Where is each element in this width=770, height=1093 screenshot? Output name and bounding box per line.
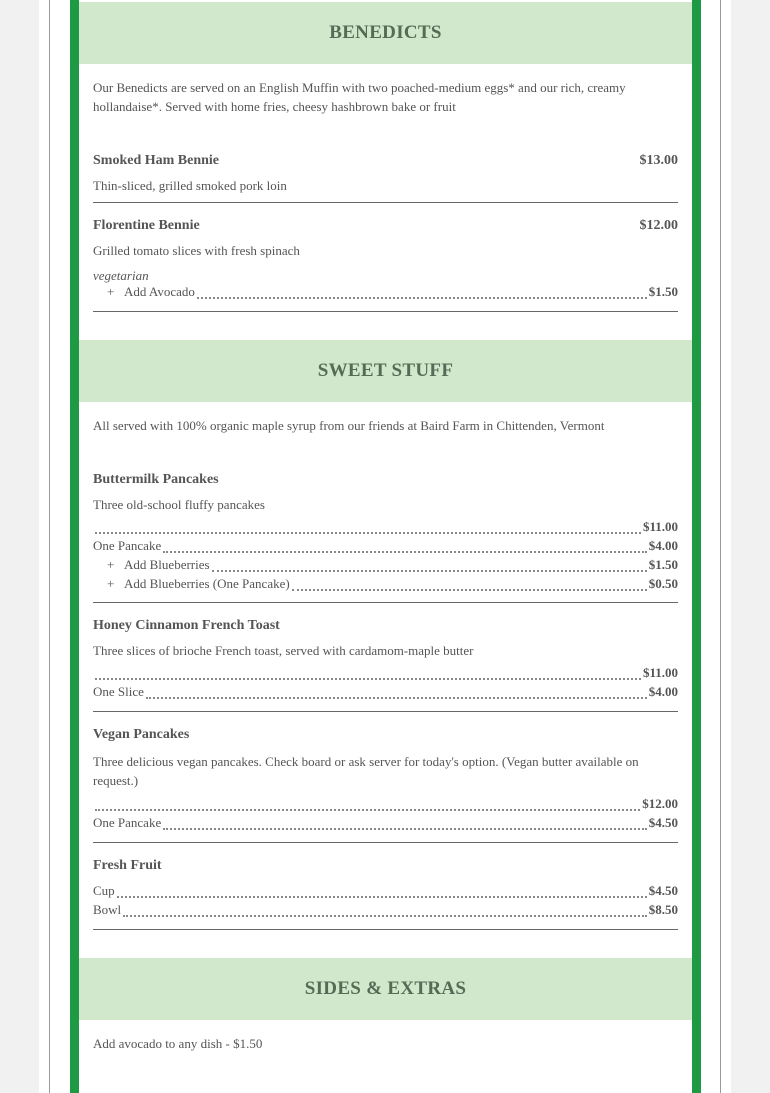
page (39, 0, 731, 1093)
section-title-sweet-stuff: SWEET STUFF (79, 340, 692, 402)
menu-item (93, 153, 678, 203)
row-price: $12.00 (642, 796, 678, 811)
addon-label: Add Avocado (124, 284, 195, 299)
dot-leader (117, 890, 647, 898)
menu-item (93, 858, 678, 930)
addon-label: Add Blueberries (124, 557, 210, 572)
row-price: $4.00 (648, 538, 678, 553)
item-name: Buttermilk Pancakes (93, 472, 219, 487)
row-label: Bowl (93, 902, 122, 917)
item-price: $12.00 (639, 218, 678, 233)
menu-item (93, 218, 678, 312)
price-row (93, 665, 678, 684)
menu-item (93, 727, 678, 843)
section-intro-sides-extras: Add avocado to any dish - $1.50 (93, 1036, 263, 1051)
section-title-sides-extras: SIDES & EXTRAS (79, 958, 692, 1020)
addon-price: $0.50 (648, 576, 678, 591)
row-label: Cup (93, 883, 115, 898)
item-description: Thin-sliced, grilled smoked pork loin (93, 178, 287, 193)
price-row (93, 684, 678, 703)
row-price: $8.50 (648, 902, 678, 917)
row-label: One Slice (93, 684, 144, 699)
menu-item (93, 472, 678, 603)
addon-price: $1.50 (648, 284, 678, 299)
row-label: One Pancake (93, 815, 162, 830)
price-row (93, 796, 678, 815)
addon-row (93, 284, 678, 303)
item-price: $13.00 (639, 153, 678, 168)
row-price: $4.00 (648, 684, 678, 699)
menu-item (93, 618, 678, 712)
item-description: Three slices of brioche French toast, served with cardamom-maple butter (93, 643, 474, 658)
addon-row (93, 557, 678, 576)
diet-tag: vegetarian (93, 268, 149, 283)
dot-leader (292, 583, 647, 591)
item-name: Florentine Bennie (93, 218, 200, 233)
menu (70, 0, 701, 1093)
dot-leader (163, 545, 647, 553)
item-name: Honey Cinnamon French Toast (93, 618, 280, 633)
addon-price: $1.50 (648, 557, 678, 572)
row-price: $4.50 (648, 883, 678, 898)
page-frame (49, 0, 721, 1093)
price-row (93, 815, 678, 834)
dot-leader (95, 672, 641, 680)
row-price: $11.00 (642, 665, 678, 680)
item-name: Fresh Fruit (93, 858, 162, 873)
price-row (93, 538, 678, 557)
item-name: Vegan Pancakes (93, 727, 190, 742)
section-intro-benedicts: Our Benedicts are served on an English Muffin with two poached-medium eggs* and our rich, creamy hollandaise*. Served with home fries, cheesy hashbrown bake or fruit (93, 80, 626, 114)
item-description: Grilled tomato slices with fresh spinach (93, 243, 300, 258)
price-row (93, 519, 678, 538)
dot-leader (95, 803, 640, 811)
plus-icon: + (107, 557, 115, 572)
section-intro-sweet-stuff: All served with 100% organic maple syrup from our friends at Baird Farm in Chittenden, Vermont (93, 418, 605, 433)
addon-label: Add Blueberries (One Pancake) (124, 576, 290, 591)
dot-leader (212, 564, 647, 572)
item-name: Smoked Ham Bennie (93, 153, 220, 168)
plus-icon: + (107, 576, 115, 591)
row-price: $4.50 (648, 815, 678, 830)
item-description: Three old-school fluffy pancakes (93, 497, 265, 512)
dot-leader (163, 822, 647, 830)
price-row (93, 902, 678, 921)
row-label: One Pancake (93, 538, 162, 553)
price-row (93, 883, 678, 902)
dot-leader (197, 291, 647, 299)
addon-row (93, 576, 678, 595)
dot-leader (146, 691, 647, 699)
item-description: Three delicious vegan pancakes. Check board or ask server for today's option. (Vegan butter available on request.) (93, 754, 639, 788)
row-price: $11.00 (642, 519, 678, 534)
dot-leader (95, 526, 641, 534)
plus-icon: + (107, 284, 115, 299)
dot-leader (123, 909, 647, 917)
section-title-benedicts: BENEDICTS (79, 2, 692, 64)
